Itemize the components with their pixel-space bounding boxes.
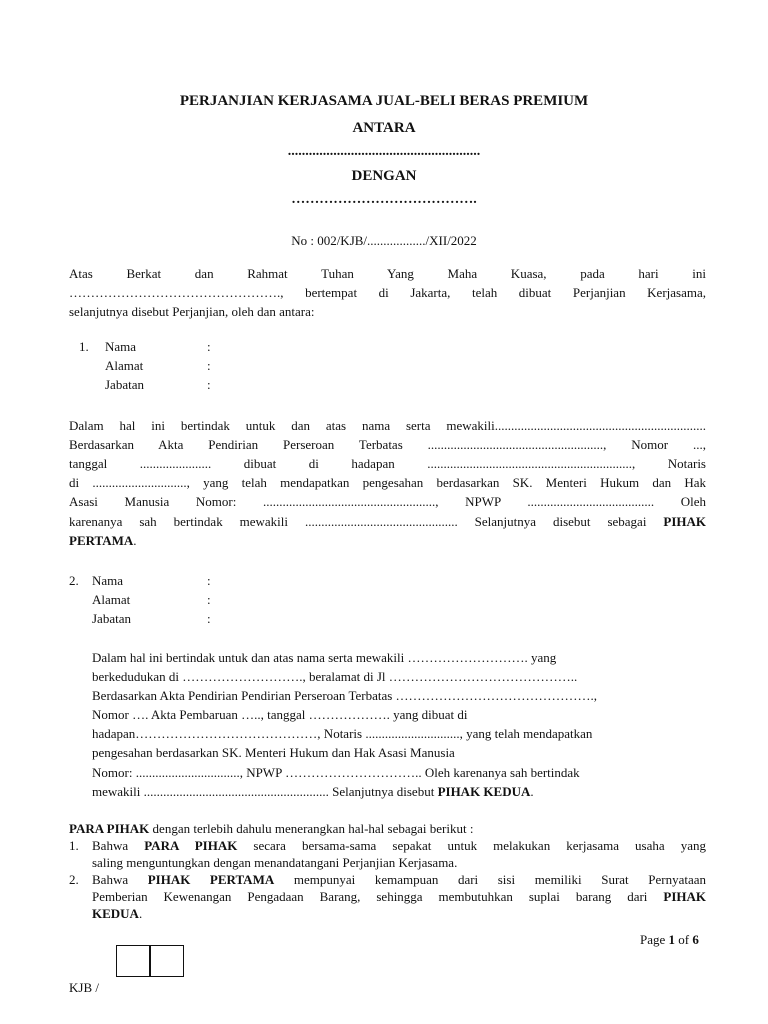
party1-para-line-1: Dalam hal ini bertindak untuk dan atas nama serta mewakili................................................................. bbox=[69, 418, 706, 433]
item2-pihak-bold: PIHAK bbox=[663, 889, 707, 904]
item2-period: . bbox=[138, 906, 143, 921]
page-prefix: Page bbox=[640, 932, 669, 947]
party1-para-line-4: di ............................., yang telah mendapatkan pengesahan berdasarkan SK. Menteri Hukum dan Hak bbox=[69, 475, 706, 490]
party2-para-line-8 bbox=[92, 784, 534, 800]
party2-name-label: Nama bbox=[92, 573, 124, 588]
party2-para-line-4: Nomor …. Akta Pembaruan ….., tanggal ………………. yang dibuat di bbox=[92, 707, 468, 722]
item2-line-3 bbox=[92, 906, 142, 922]
item2-number: 2. bbox=[69, 872, 79, 887]
party2-para-line-5: hadapan……………………………………, Notaris ............................., yang telah mendapatkan bbox=[92, 726, 593, 741]
party1-para-line-2: Berdasarkan Akta Pendirian Perseroan Terbatas ......................................................, Nomor ..., bbox=[69, 437, 706, 452]
item1-line-2: saling menguntungkan dengan menandatangani Perjanjian Kerjasama. bbox=[92, 855, 458, 870]
party2-para-line-2: berkedudukan di ………………………., beralamat di Jl …………………………………….. bbox=[92, 669, 578, 684]
page-of: of bbox=[675, 932, 693, 947]
party1-address-colon: : bbox=[207, 358, 211, 373]
item1-number: 1. bbox=[69, 838, 79, 853]
party1-para-line-5: Asasi Manusia Nomor: ....................................................., NPWP ....................................... Oleh bbox=[69, 494, 706, 509]
party2-para-line-1: Dalam hal ini bertindak untuk dan atas nama serta mewakili ………………………. yang bbox=[92, 650, 557, 665]
party1-address-label: Alamat bbox=[105, 358, 144, 373]
party1-number: 1. bbox=[79, 339, 89, 354]
party2-number: 2. bbox=[69, 573, 79, 588]
item1-line-1 bbox=[92, 838, 706, 854]
party1-para-line-7 bbox=[69, 533, 706, 549]
page-current: 1 bbox=[668, 932, 676, 947]
para-pihak-lead-text: dengan terlebih dahulu menerangkan hal-hal sebagai berikut : bbox=[149, 821, 474, 836]
party2-para-line-7: Nomor: ................................, NPWP ………………………….. Oleh karenanya sah bertindak bbox=[92, 765, 580, 780]
initial-box-right bbox=[150, 945, 184, 977]
page-total: 6 bbox=[692, 932, 699, 947]
party2-para-line-3: Berdasarkan Akta Pendirian Pendirian Perseroan Terbatas ………………………………………., bbox=[92, 688, 598, 703]
title-antara: ANTARA bbox=[352, 120, 416, 136]
intro-line-3: selanjutnya disebut Perjanjian, oleh dan antara: bbox=[69, 304, 315, 319]
party1-name-label: Nama bbox=[105, 339, 137, 354]
party2-address-label: Alamat bbox=[92, 592, 131, 607]
party2-period: . bbox=[530, 784, 534, 799]
document-title: PERJANJIAN KERJASAMA JUAL-BELI BERAS PREMIUM bbox=[179, 93, 589, 109]
pihak-bold: PIHAK bbox=[663, 514, 706, 529]
item1-para-pihak-bold: PARA PIHAK bbox=[144, 838, 238, 853]
party1-para-line-6 bbox=[69, 514, 706, 530]
footer-code: KJB / bbox=[69, 980, 99, 995]
item2-line-2 bbox=[92, 889, 706, 905]
item2-line-2-text: Pemberian Kewenangan Pengadaan Barang, sehingga membutuhkan suplai barang dari bbox=[92, 889, 648, 904]
item1-bahwa: Bahwa bbox=[92, 838, 129, 853]
party-placeholder-dots-1: ....................................................... bbox=[287, 144, 481, 159]
party2-para-line-6: pengesahan berdasarkan SK. Menteri Hukum dan Hak Asasi Manusia bbox=[92, 745, 455, 760]
party-placeholder-dots-2: …………………………………. bbox=[291, 192, 477, 207]
item2-line-1 bbox=[92, 872, 706, 888]
title-dengan: DENGAN bbox=[351, 168, 417, 184]
party1-period: . bbox=[133, 533, 137, 548]
initial-box-left bbox=[116, 945, 150, 977]
party2-address-colon: : bbox=[207, 592, 211, 607]
party1-para-line-6-text: karenanya sah bertindak mewakili ............................................... Selanjutnya disebut sebagai bbox=[69, 514, 647, 529]
page-indicator bbox=[640, 932, 699, 948]
para-pihak-lead bbox=[69, 821, 473, 837]
party2-para-line-8-text: mewakili ......................................................... Selanjutnya disebut bbox=[92, 784, 435, 799]
party2-position-label: Jabatan bbox=[92, 611, 131, 626]
party1-position-colon: : bbox=[207, 377, 211, 392]
pertama-bold: PERTAMA bbox=[69, 533, 134, 548]
item2-bahwa: Bahwa bbox=[92, 872, 129, 887]
party2-name-colon: : bbox=[207, 573, 211, 588]
item2-text: mempunyai kemampuan dari sisi memiliki Surat Pernyataan bbox=[293, 872, 707, 887]
intro-line-1: Atas Berkat dan Rahmat Tuhan Yang Maha Kuasa, pada hari ini bbox=[69, 266, 706, 281]
para-pihak-bold: PARA PIHAK bbox=[69, 821, 150, 836]
party2-position-colon: : bbox=[207, 611, 211, 626]
item2-pihak-pertama-bold: PIHAK PERTAMA bbox=[147, 872, 275, 887]
item2-kedua-bold: KEDUA bbox=[92, 906, 139, 921]
party1-position-label: Jabatan bbox=[105, 377, 144, 392]
agreement-number: No : 002/KJB/................../XII/2022 bbox=[291, 233, 477, 248]
pihak-kedua-bold: PIHAK KEDUA bbox=[437, 784, 531, 799]
intro-line-2: …………………………………………., bertempat di Jakarta, telah dibuat Perjanjian Kerjasama, bbox=[69, 285, 706, 300]
party1-para-line-3: tanggal ...................... dibuat di hadapan ..............................................................., Notaris bbox=[69, 456, 706, 471]
item1-text: secara bersama-sama sepakat untuk melakukan kerjasama usaha yang bbox=[253, 838, 707, 853]
party1-name-colon: : bbox=[207, 339, 211, 354]
